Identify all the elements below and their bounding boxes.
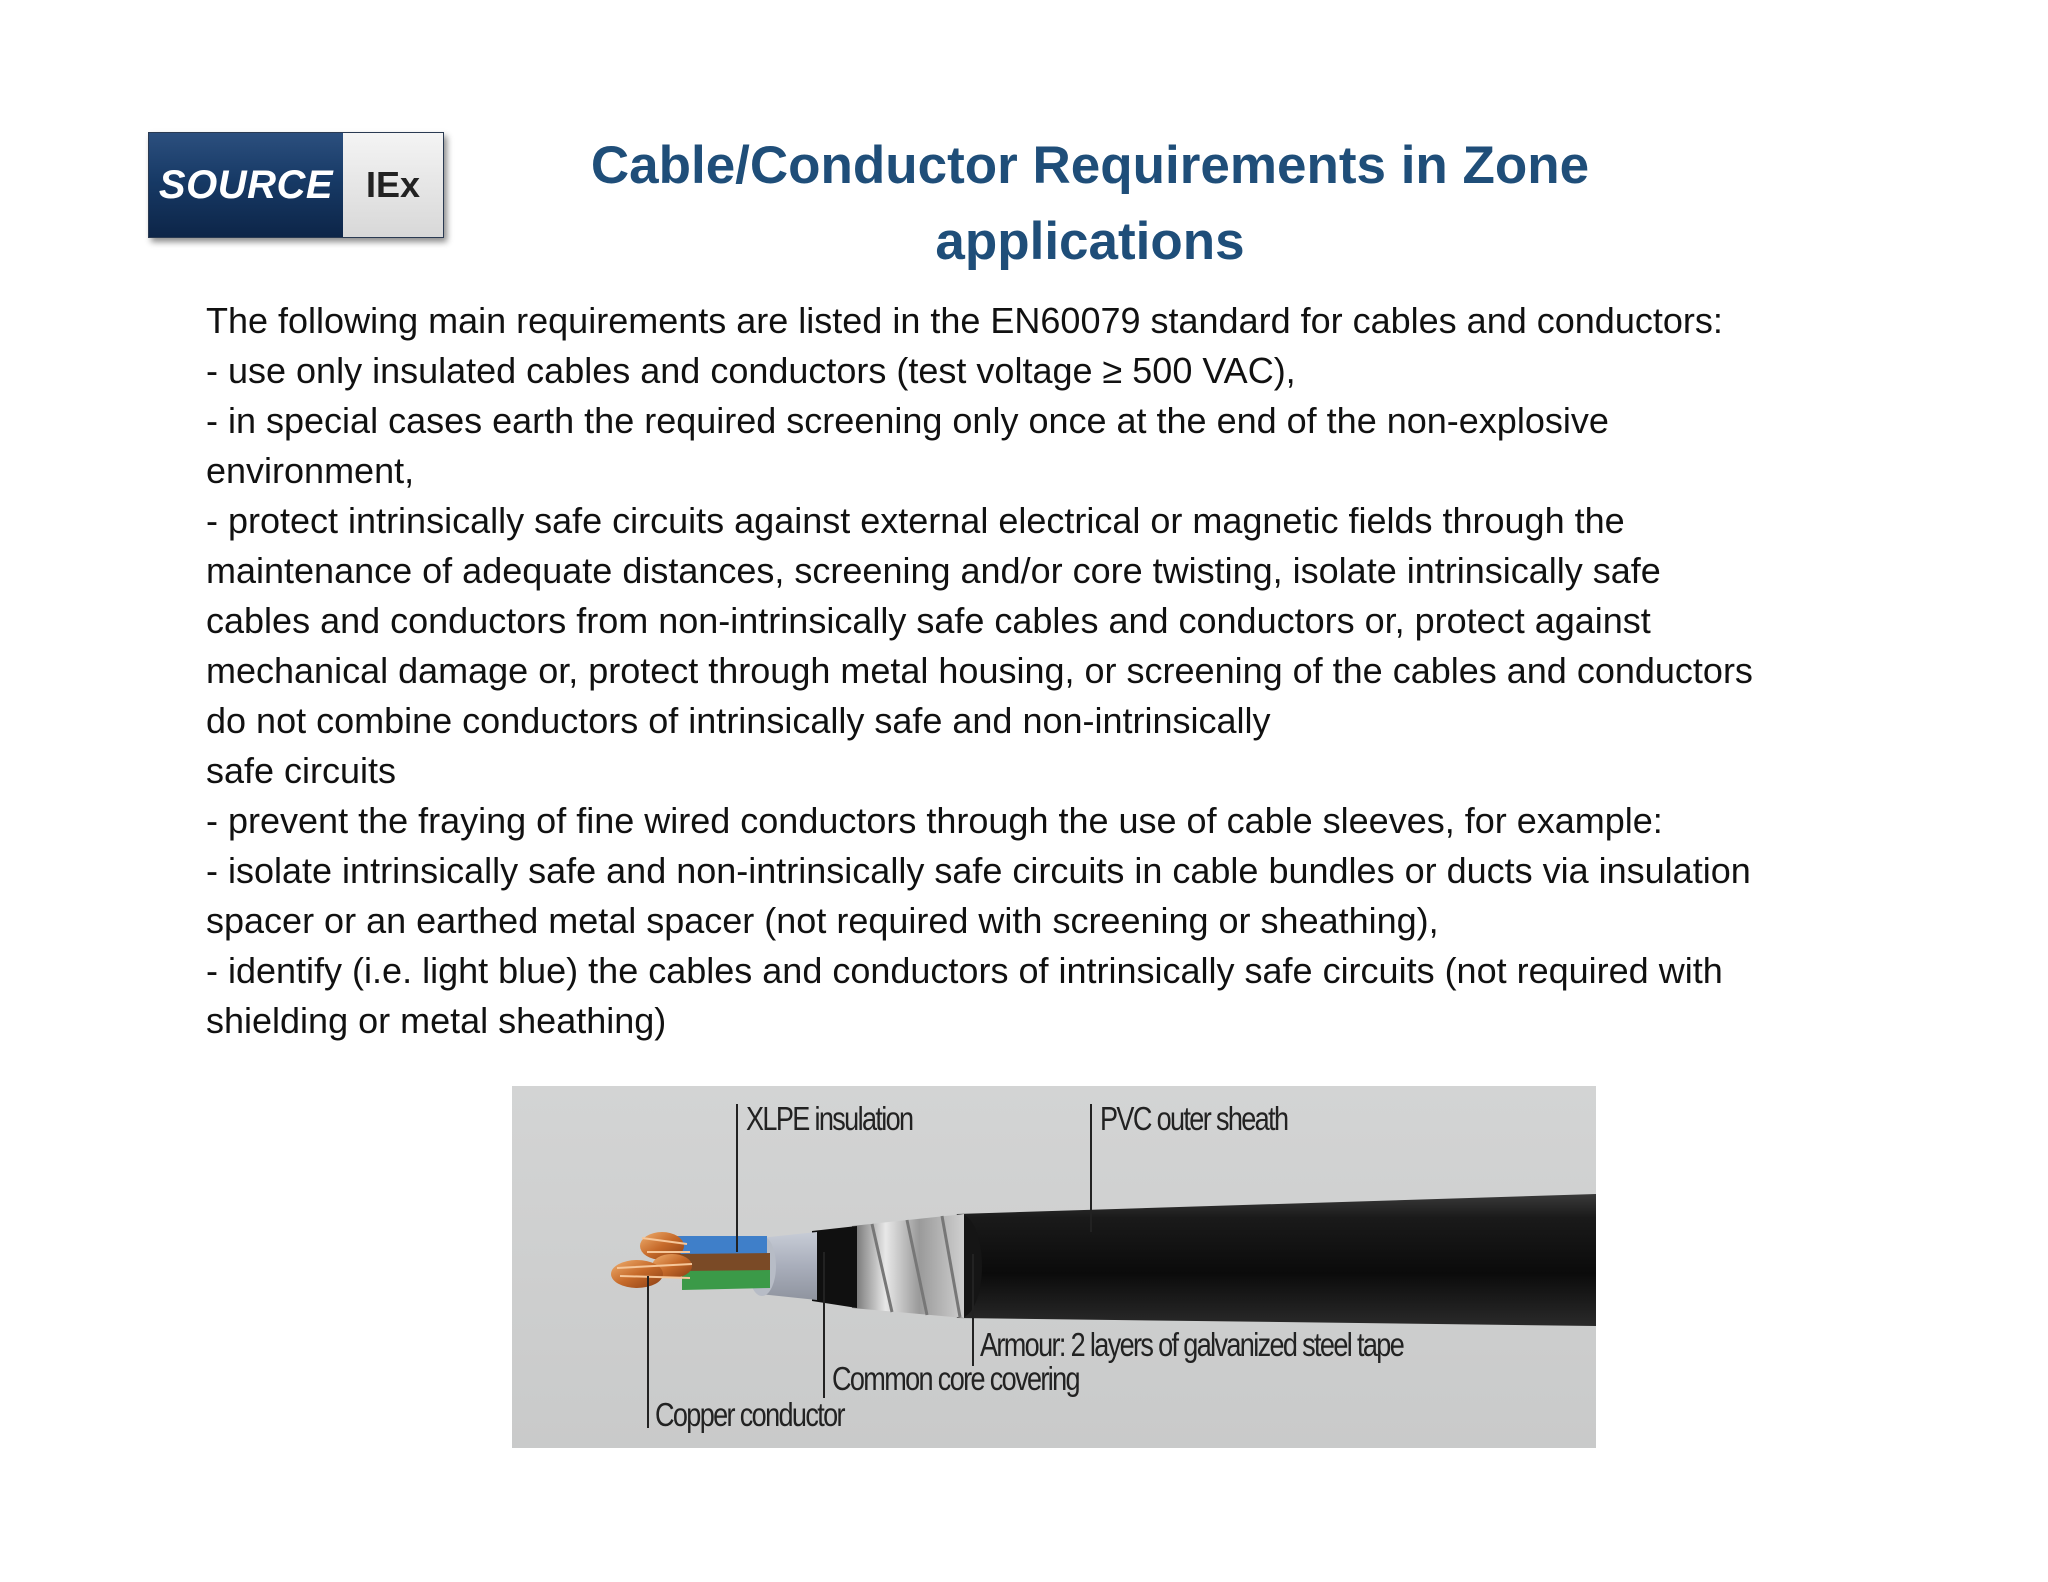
source-iex-logo <box>148 132 444 238</box>
text-line: - in special cases earth the required screening only once at the end of the non-explosive <box>206 400 1609 441</box>
requirements-text <box>206 296 1866 1046</box>
label-copper-conductor: Copper conductor <box>655 1396 844 1433</box>
text-line: maintenance of adequate distances, screening and/or core twisting, isolate intrinsically safe <box>206 550 1661 591</box>
logo-iex-text: IEx <box>343 133 443 237</box>
leader-line-core <box>823 1252 825 1398</box>
leader-line-copper <box>647 1276 649 1428</box>
text-line: cables and conductors from non-intrinsically safe cables and conductors or, protect against <box>206 600 1651 641</box>
text-line: safe circuits <box>206 750 397 791</box>
text-line: - use only insulated cables and conductors (test voltage ≥ 500 VAC), <box>206 350 1296 391</box>
text-line: - identify (i.e. light blue) the cables and conductors of intrinsically safe circuits (not required with <box>206 950 1723 991</box>
leader-line-pvc <box>1090 1104 1092 1232</box>
label-armour: Armour: 2 layers of galvanized steel tape <box>980 1326 1404 1363</box>
text-line: - protect intrinsically safe circuits against external electrical or magnetic fields through the <box>206 500 1625 541</box>
leader-line-armour <box>972 1254 974 1366</box>
text-line: do not combine conductors of intrinsically safe and non-intrinsically <box>206 700 1271 741</box>
text-line: shielding or metal sheathing) <box>206 1000 667 1041</box>
label-common-core-covering: Common core covering <box>832 1360 1079 1397</box>
text-line: The following main requirements are listed in the EN60079 standard for cables and conductors: <box>206 300 1723 341</box>
text-line: environment, <box>206 450 415 491</box>
label-pvc-outer-sheath: PVC outer sheath <box>1100 1100 1288 1137</box>
text-line: mechanical damage or, protect through metal housing, or screening of the cables and conductors <box>206 650 1753 691</box>
label-xlpe-insulation: XLPE insulation <box>746 1100 913 1137</box>
text-line: - isolate intrinsically safe and non-intrinsically safe circuits in cable bundles or ducts via insulation <box>206 850 1751 891</box>
leader-line-xlpe <box>736 1104 738 1252</box>
slide-title: Cable/Conductor Requirements in Zone applications <box>590 136 1590 271</box>
cable-cross-section-image <box>512 1086 1596 1448</box>
text-line: - prevent the fraying of fine wired conductors through the use of cable sleeves, for example: <box>206 800 1663 841</box>
text-line: spacer or an earthed metal spacer (not required with screening or sheathing), <box>206 900 1439 941</box>
logo-source-text: SOURCE <box>149 133 343 237</box>
